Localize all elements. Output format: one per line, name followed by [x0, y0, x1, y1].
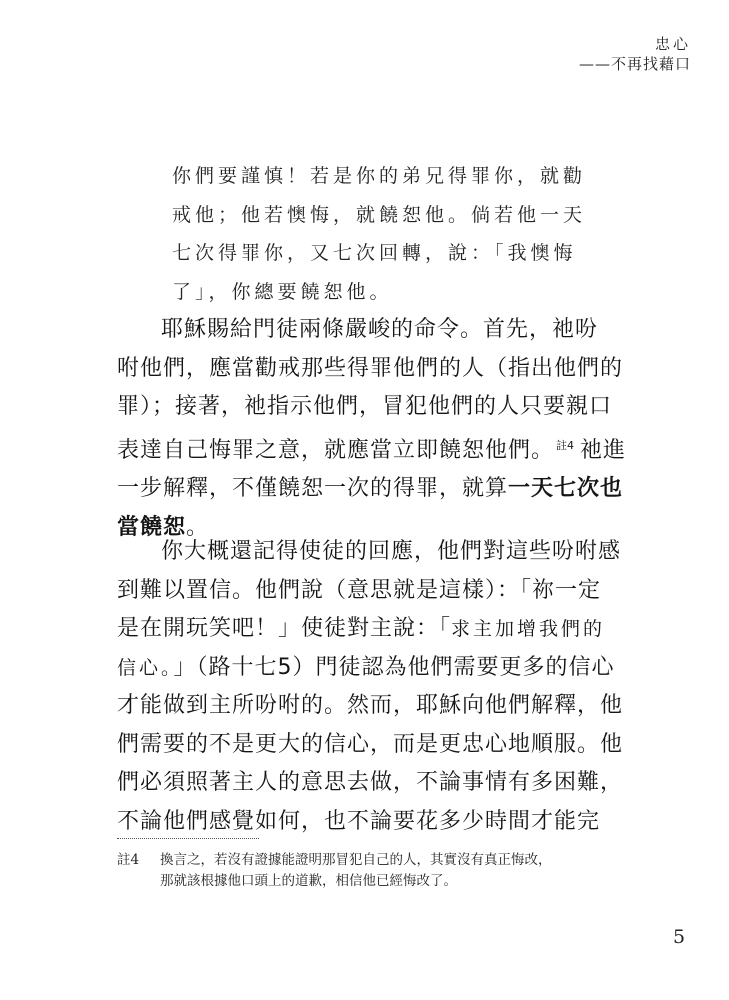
line-text: 。	[186, 514, 210, 540]
paragraph-line: 們必須照著主人的意思去做，不論事情有多困難，	[117, 770, 624, 795]
line-text: 是在開玩笑吧！」使徒對主說：「	[117, 616, 452, 641]
running-head	[579, 34, 691, 74]
line-text: 一步解釋，不僅饒恕一次的得罪，就算	[117, 476, 509, 501]
scripture-inline-quote: 信心。	[117, 656, 174, 679]
paragraph-line	[117, 311, 617, 350]
scripture-inline-quote: 求主加增我們的	[451, 618, 606, 640]
page-number: 5	[673, 926, 686, 948]
quote-line: 戒他；他若懊悔，就饒恕他。倘若他一天	[172, 203, 587, 226]
paragraph-line	[117, 470, 624, 509]
line-text: 祂進	[580, 437, 627, 463]
paragraph-line	[117, 533, 622, 572]
body-paragraph-1	[117, 311, 627, 547]
scripture-quote	[172, 157, 602, 311]
line-text: 」（路十七5）門徒認為他們需要更多的信心	[173, 654, 615, 680]
footnote-line	[117, 850, 617, 871]
paragraph-line: 咐他們，應當勸戒那些得罪他們的人（指出他們的	[117, 355, 624, 381]
footnote	[117, 850, 617, 892]
paragraph-line	[117, 649, 617, 688]
body-paragraph-2	[117, 533, 624, 841]
line-text: 耶穌賜給門徒兩條嚴峻的命令。首先，祂吩	[161, 317, 599, 342]
quote-line: 你們要謹慎！若是你的弟兄得罪你，就勸	[172, 165, 587, 187]
quote-line: 七次得罪你，又七次回轉，說：「我懊悔	[172, 242, 577, 264]
emphasis-text: 當饒恕	[117, 514, 187, 540]
quote-line: 了」，你總要饒恕他。	[172, 280, 393, 303]
footnote-line: 那就該根據他口頭上的道歉，相信他已經悔改了。	[160, 873, 457, 889]
footnote-label: 註4	[117, 852, 140, 868]
footnote-marker: 註4	[556, 438, 575, 452]
paragraph-line	[117, 427, 627, 471]
chapter-title: 忠心	[654, 35, 691, 53]
paragraph-line: 罪）；接著，祂指示他們，冒犯他們的人只要親口	[117, 394, 613, 419]
line-text: 你大概還記得使徒的回應，他們對這些吩咐感	[161, 539, 622, 564]
paragraph-line: 才能做到主所吩咐的。然而，耶穌向他們解釋，他	[117, 693, 624, 718]
paragraph-line: 們需要的不是更大的信心，而是更忠心地順服。他	[117, 731, 624, 757]
paragraph-line: 到難以置信。他們說（意思就是這樣）：「祢一定	[117, 577, 602, 603]
emphasis-text: 一天七次也	[508, 476, 624, 501]
line-text: 表達自己悔罪之意，就應當立即饒恕他們。	[117, 437, 555, 463]
paragraph-line: 不論他們感覺如何，也不論要花多少時間才能完	[117, 808, 601, 834]
footnote-text: 換言之，若沒有證據能證明那冒犯自己的人，其實沒有真正悔改，	[160, 852, 552, 868]
footnote-divider	[117, 838, 259, 839]
paragraph-line	[117, 610, 617, 649]
chapter-subtitle: ——不再找藉口	[578, 55, 691, 73]
